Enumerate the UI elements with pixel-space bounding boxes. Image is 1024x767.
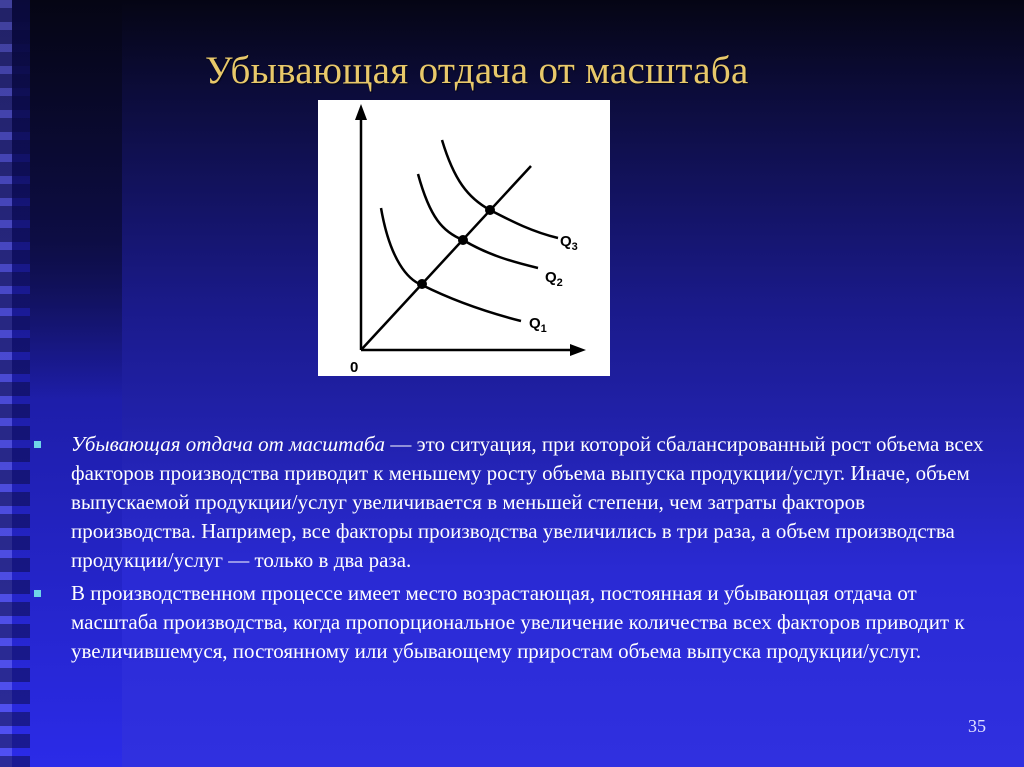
page-number: 35: [968, 716, 986, 736]
x-axis-arrow: [570, 344, 586, 356]
point-q2: [458, 235, 468, 245]
defined-term: Убывающая отдача от масштаба: [71, 432, 386, 456]
bullet-square: [34, 590, 41, 597]
body-text: [34, 430, 994, 670]
isoquant-diagram: [318, 100, 610, 376]
isoquant-q3: [442, 140, 558, 238]
label-q3: $Q_3$: [560, 233, 578, 253]
slide-title: Убывающая отдача от масштаба: [205, 49, 749, 92]
bullet-square: [34, 441, 41, 448]
point-q3: [485, 205, 495, 215]
y-axis-arrow: [355, 104, 367, 120]
origin-label: 0: [350, 359, 359, 376]
label-q1: $Q_1$: [529, 315, 547, 335]
summary-text: В производственном процессе имеет место возрастающая, постоянная и убывающая отдача от масштаба производства, когда пропорциональное увеличение количества всех факторов приводит к увеличившемуся, постоянному или убывающему приростам объема выпуска продукции/услуг.: [71, 581, 965, 663]
point-q1: [417, 279, 427, 289]
paragraph-definition: [34, 430, 994, 575]
paragraph-summary: [34, 579, 994, 666]
strip-shadow: [30, 0, 122, 400]
isoquant-svg: [318, 100, 610, 376]
definition-text: — это ситуация, при которой сбалансированный рост объема всех факторов производства приводит к меньшему росту объема выпуска продукции/услуг. Иначе, объем выпускаемой продукции/услуг увеличивается в меньшей степени, чем затраты факторов производства. Например, все факторы производства увеличились в три раза, а объем производства продукции/услуг — только в два раза.: [71, 432, 984, 572]
film-strip-decoration: [0, 0, 30, 767]
isoquant-q2: [418, 174, 538, 268]
label-q2: $Q_2$: [545, 269, 563, 289]
